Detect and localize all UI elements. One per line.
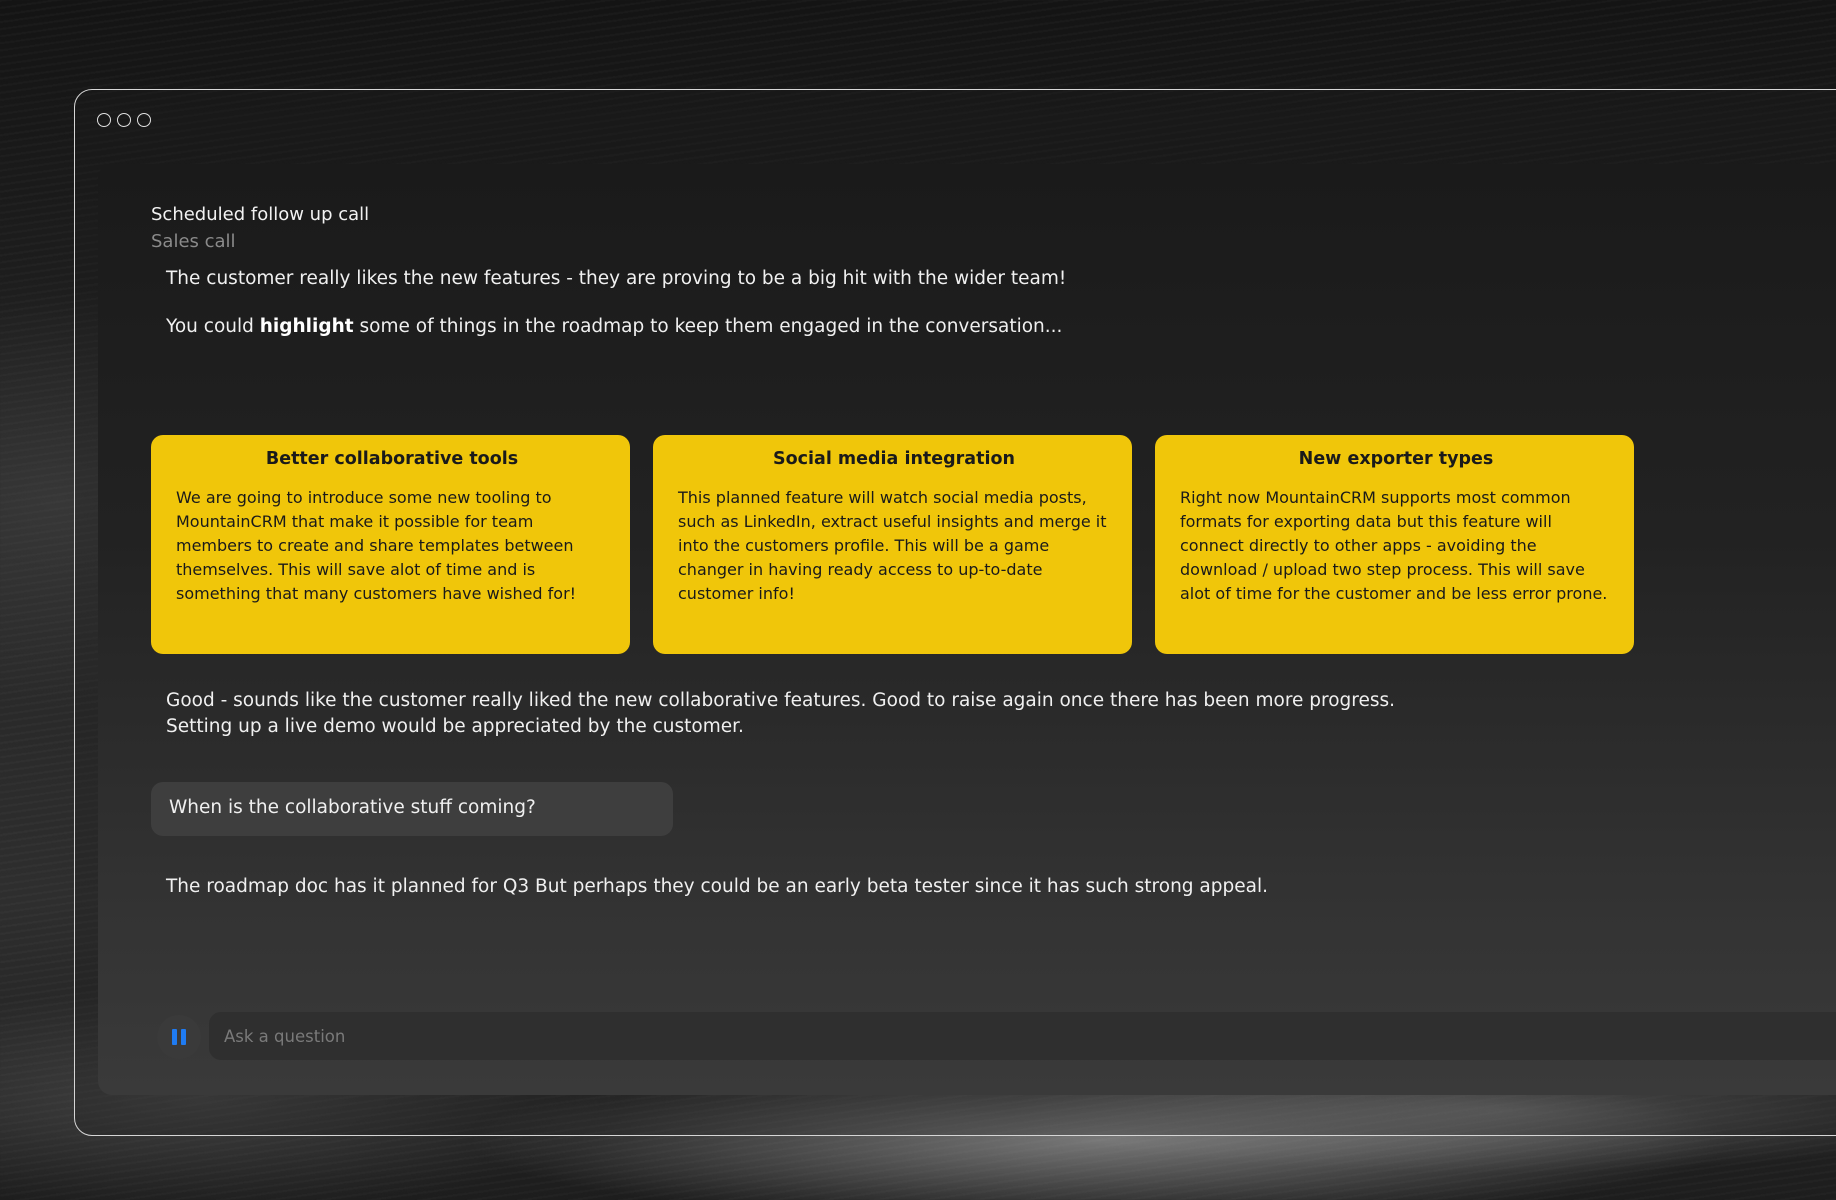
roadmap-cards bbox=[151, 435, 1634, 654]
card-title: New exporter types bbox=[1298, 449, 1494, 469]
card-body: This planned feature will watch social media posts, such as LinkedIn, extract useful insights and merge it into the customers profile. This will be a game changer in having ready access to up-to-date customer info! bbox=[678, 488, 1107, 603]
ask-question-input[interactable] bbox=[209, 1012, 1836, 1060]
chat-panel bbox=[98, 164, 1836, 1095]
message-text: some of things in the roadmap to keep them engaged in the conversation... bbox=[353, 316, 1063, 337]
pause-button[interactable] bbox=[157, 1015, 201, 1059]
conversation-title: Scheduled follow up call bbox=[151, 204, 370, 225]
card-body: Right now MountainCRM supports most common formats for exporting data but this feature will connect directly to other apps - avoiding the download / upload two step process. This will save alot of time for the customer and be less error prone. bbox=[1180, 488, 1608, 603]
message-text: You could bbox=[166, 316, 260, 337]
assistant-message bbox=[166, 688, 1395, 740]
card-body: We are going to introduce some new tooling to MountainCRM that make it possible for team members to create and share templates between themselves. This will save alot of time and is something that many customers have wished for! bbox=[176, 488, 577, 603]
assistant-message: The customer really likes the new features - they are proving to be a big hit with the wider team! bbox=[166, 268, 1067, 289]
roadmap-card[interactable] bbox=[1155, 435, 1634, 654]
window-maximize-button[interactable] bbox=[137, 113, 151, 127]
roadmap-card[interactable] bbox=[653, 435, 1132, 654]
message-line: Setting up a live demo would be appreciated by the customer. bbox=[166, 716, 744, 737]
card-title: Better collaborative tools bbox=[265, 449, 519, 469]
window-controls bbox=[97, 113, 151, 127]
message-line: Good - sounds like the customer really liked the new collaborative features. Good to raise again once there has been more progress. bbox=[166, 690, 1396, 711]
assistant-message bbox=[166, 314, 1062, 340]
roadmap-card[interactable] bbox=[151, 435, 630, 654]
window-close-button[interactable] bbox=[97, 113, 111, 127]
pause-icon bbox=[172, 1029, 186, 1045]
card-title: Social media integration bbox=[773, 449, 1015, 469]
user-message-bubble: When is the collaborative stuff coming? bbox=[151, 782, 673, 836]
window-minimize-button[interactable] bbox=[117, 113, 131, 127]
message-highlight: highlight bbox=[259, 316, 354, 337]
assistant-message: The roadmap doc has it planned for Q3 But perhaps they could be an early beta tester since it has such strong appeal. bbox=[166, 876, 1268, 897]
conversation-subtitle: Sales call bbox=[151, 231, 236, 252]
